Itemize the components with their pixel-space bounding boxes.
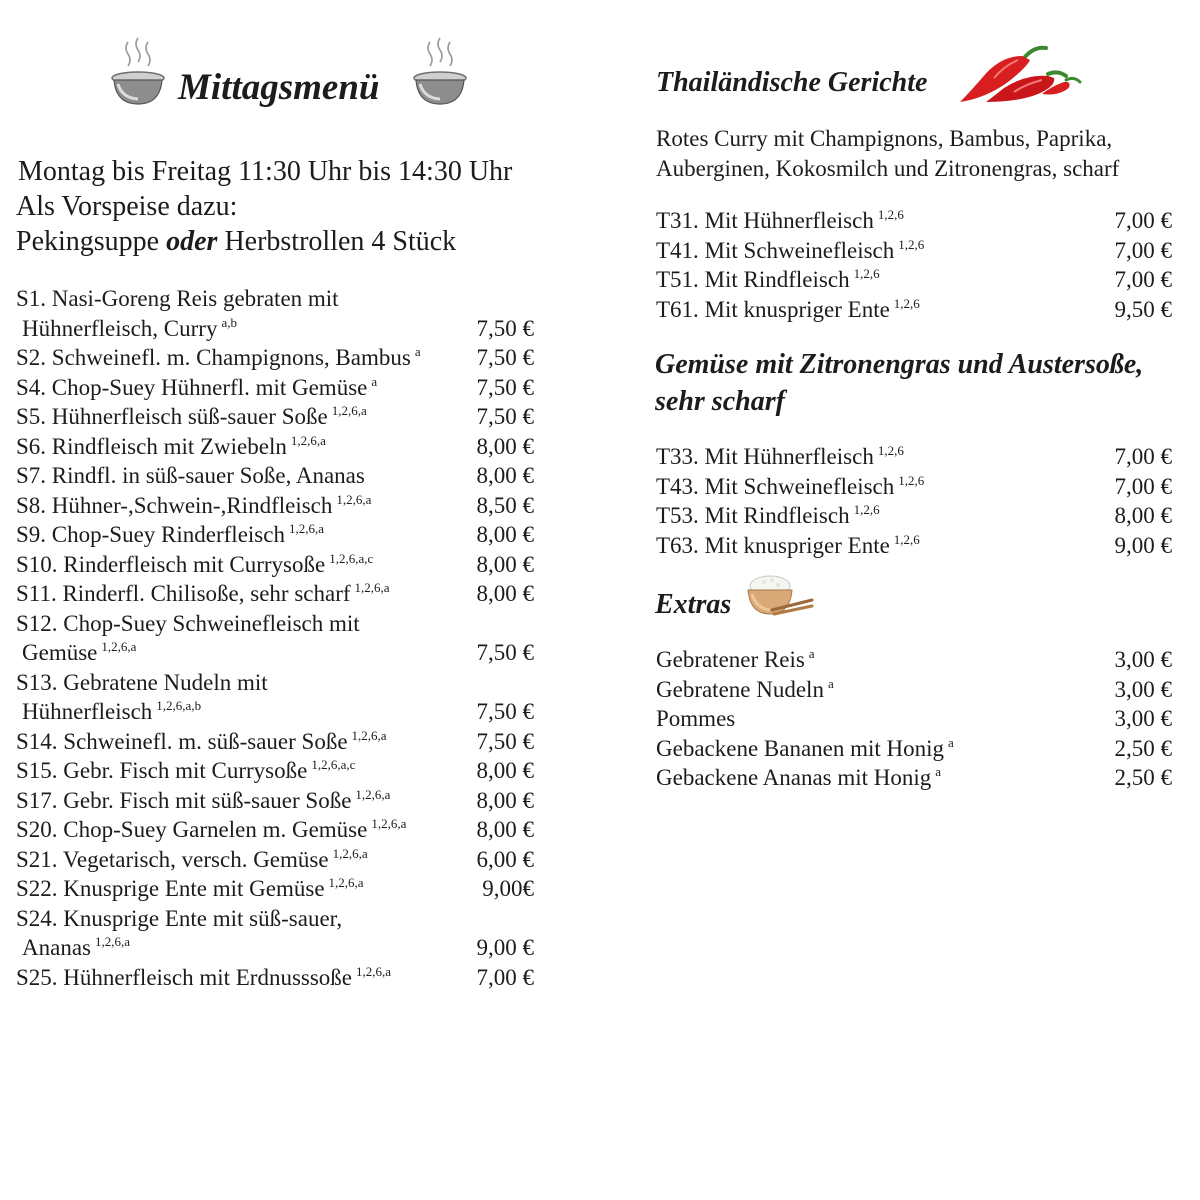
allergen-codes: a (948, 734, 954, 750)
menu-row (16, 786, 534, 816)
dish-name: S22. Knusprige Ente mit Gemüse $^{1,2,6,a}$ (16, 875, 364, 901)
dish-name: S2. Schweinefl. m. Champignons, Bambus $^a$ (16, 344, 421, 370)
dish-price: 9,00 € (1114, 532, 1172, 558)
menu-row (656, 704, 1172, 734)
dish-price: 7,50 € (476, 640, 534, 665)
allergen-codes: 1,2,6,a (331, 403, 367, 418)
dish-name: Hühnerfleisch, Curry $^{a,b}$ (22, 314, 237, 341)
allergen-codes: 1,2,6,a,c (311, 757, 356, 772)
dish-price: 7,00 € (1114, 473, 1172, 499)
allergen-codes: 1,2,6,a,c (329, 550, 374, 566)
dish-price: 8,50 € (476, 492, 534, 518)
dish-price: 8,00 € (476, 463, 534, 488)
menu-row (16, 933, 534, 963)
menu-row (656, 265, 1172, 295)
menu-row (656, 472, 1172, 502)
dish-price: 3,00 € (1114, 676, 1172, 702)
menu-row (16, 904, 534, 934)
allergen-codes: 1,2,6 (898, 236, 925, 252)
vegetable-section-title (655, 346, 1143, 420)
dish-price: 7,50 € (476, 374, 534, 400)
dish-name: T41. Mit Schweinefleisch $^{1,2,6}$ (656, 236, 925, 263)
allergen-codes: 1,2,6 (877, 207, 904, 222)
allergen-codes: 1,2,6,a (101, 639, 137, 654)
dish-price: 2,50 € (1114, 735, 1172, 761)
menu-row (16, 284, 534, 314)
dish-price: 7,50 € (476, 404, 534, 429)
dish-name: T43. Mit Schweinefleisch $^{1,2,6}$ (656, 472, 925, 499)
dish-price: 9,00 € (476, 935, 534, 960)
dish-name: S11. Rinderfl. Chilisoße, sehr scharf $^{1,2,6,a}$ (16, 580, 390, 606)
menu-row (656, 675, 1172, 705)
menu-row (16, 373, 534, 403)
dish-price: 7,00 € (1114, 208, 1172, 233)
dish-price: 8,00 € (476, 817, 534, 842)
menu-row (16, 668, 534, 698)
allergen-codes: a (371, 373, 378, 389)
dish-price: 8,00 € (476, 787, 534, 813)
dish-price: 8,00 € (476, 758, 534, 783)
dish-name: T63. Mit knuspriger Ente $^{1,2,6}$ (656, 531, 920, 558)
menu-row (16, 432, 534, 462)
dish-price: 8,00 € (476, 551, 534, 577)
starter-or: oder (166, 226, 218, 257)
menu-row (16, 402, 534, 432)
dish-name: S21. Vegetarisch, versch. Gemüse $^{1,2,6,a}$ (16, 845, 368, 872)
dish-name: S7. Rindfl. in süß-sauer Soße, Ananas (16, 463, 365, 488)
menu-row (656, 763, 1172, 793)
dish-name: T51. Mit Rindfleisch $^{1,2,6}$ (656, 266, 880, 292)
vegetable-title-line: Gemüse mit Zitronengras und Austersoße, (655, 349, 1144, 380)
thai-items-list (656, 206, 1172, 326)
allergen-codes: 1,2,6 (893, 295, 920, 311)
dish-price: 8,00 € (476, 433, 534, 459)
allergen-codes: 1,2,6,a (328, 875, 364, 890)
dish-price: 8,00 € (476, 581, 534, 606)
menu-row (16, 815, 534, 845)
dish-name: Gemüse $^{1,2,6,a}$ (22, 639, 137, 665)
menu-row (16, 963, 534, 993)
allergen-codes: 1,2,6,a (332, 845, 368, 861)
thai-description-line: Auberginen, Kokosmilch und Zitronengras, scharf (656, 156, 1120, 181)
dish-name: Gebackene Bananen mit Honig $^a$ (656, 734, 954, 761)
dish-name: Hühnerfleisch $^{1,2,6,a,b}$ (22, 698, 202, 724)
starter-intro: Als Vorspeise dazu: (16, 191, 238, 222)
allergen-codes: a (414, 344, 421, 359)
menu-row (656, 645, 1172, 675)
allergen-codes: 1,2,6,a (355, 786, 391, 802)
dish-name: S9. Chop-Suey Rinderfleisch $^{1,2,6,a}$ (16, 521, 324, 547)
dish-price: 6,00 € (476, 846, 534, 872)
dish-price: 7,50 € (476, 345, 534, 370)
thai-description-line: Rotes Curry mit Champignons, Bambus, Paprika, (656, 126, 1113, 151)
dish-name: S12. Chop-Suey Schweinefleisch mit (16, 610, 360, 636)
menu-row (16, 609, 534, 639)
red-chili-icon (956, 44, 1090, 106)
menu-row (16, 491, 534, 521)
dish-price: 3,00 € (1114, 647, 1172, 672)
dish-name: Gebratene Nudeln $^a$ (656, 675, 834, 702)
opening-hours: Montag bis Freitag 11:30 Uhr bis 14:30 Uhr (18, 156, 513, 187)
thai-description (656, 124, 1119, 184)
dish-name: S4. Chop-Suey Hühnerfl. mit Gemüse $^a$ (16, 373, 378, 400)
menu-row (16, 520, 534, 550)
lunch-items-list (16, 284, 534, 994)
starter-option-soup: Pekingsuppe (16, 226, 160, 257)
extras-items-list (656, 645, 1172, 795)
steaming-pot-icon (108, 36, 168, 108)
dish-name: S1. Nasi-Goreng Reis gebraten mit (16, 286, 339, 311)
extras-title: Extras (655, 589, 732, 620)
dish-name: S15. Gebr. Fisch mit Currysoße $^{1,2,6,a,c}$ (16, 757, 356, 783)
dish-name: S17. Gebr. Fisch mit süß-sauer Soße $^{1,2,6,a}$ (16, 786, 391, 813)
lunch-menu-title: Mittagsmenü (178, 67, 380, 108)
dish-name: S25. Hühnerfleisch mit Erdnusssoße $^{1,2,6,a}$ (16, 963, 392, 990)
allergen-codes: 1,2,6 (893, 531, 920, 547)
dish-name: S20. Chop-Suey Garnelen m. Gemüse $^{1,2,6,a}$ (16, 816, 407, 842)
dish-name: S24. Knusprige Ente mit süß-sauer, (16, 905, 343, 931)
menu-row (16, 343, 534, 373)
starter-options (16, 225, 456, 259)
allergen-codes: 1,2,6 (853, 266, 880, 281)
dish-price: 3,00 € (1114, 706, 1172, 731)
dish-price: 2,50 € (1114, 765, 1172, 790)
allergen-codes: 1,2,6,a (94, 934, 131, 949)
allergen-codes: 1,2,6 (853, 502, 880, 517)
allergen-codes: 1,2,6,a (288, 521, 324, 536)
menu-row (16, 461, 534, 491)
dish-price: 7,00 € (1114, 444, 1172, 469)
menu-row (16, 638, 534, 668)
dish-name: T31. Mit Hühnerfleisch $^{1,2,6}$ (656, 207, 904, 233)
menu-row (16, 874, 534, 904)
menu-row (656, 442, 1172, 472)
dish-price: 7,50 € (476, 699, 534, 724)
menu-row (16, 756, 534, 786)
dish-price: 7,00 € (476, 964, 534, 990)
menu-row (656, 236, 1172, 266)
menu-row (16, 845, 534, 875)
menu-row (16, 314, 534, 344)
starter-option-rolls: Herbstrollen 4 Stück (224, 226, 457, 257)
vegetable-items-list (656, 442, 1172, 562)
dish-price: 9,50 € (1114, 296, 1172, 322)
menu-row (656, 734, 1172, 764)
lunch-header (108, 36, 478, 116)
allergen-codes: a,b (221, 314, 237, 330)
menu-row (16, 579, 534, 609)
menu-row (656, 206, 1172, 236)
allergen-codes: 1,2,6,a (290, 432, 326, 448)
dish-name: T53. Mit Rindfleisch $^{1,2,6}$ (656, 502, 880, 528)
allergen-codes: a (808, 646, 815, 661)
dish-name: S13. Gebratene Nudeln mit (16, 669, 268, 695)
menu-row (16, 697, 534, 727)
allergen-codes: a (935, 764, 942, 779)
allergen-codes: 1,2,6,a (351, 727, 387, 743)
dish-price: 7,50 € (476, 728, 534, 754)
dish-name: S8. Hühner-,Schwein-,Rindfleisch $^{1,2,6,a}$ (16, 491, 372, 518)
dish-name: Gebackene Ananas mit Honig $^a$ (656, 764, 942, 790)
dish-name: Ananas $^{1,2,6,a}$ (22, 934, 131, 960)
allergen-codes: a (827, 675, 834, 691)
menu-row (656, 501, 1172, 531)
dish-name: S14. Schweinefl. m. süß-sauer Soße $^{1,2,6,a}$ (16, 727, 387, 754)
dish-name: T33. Mit Hühnerfleisch $^{1,2,6}$ (656, 443, 904, 469)
dish-price: 8,00 € (1114, 503, 1172, 528)
allergen-codes: 1,2,6,a,b (156, 698, 202, 713)
dish-name: S6. Rindfleisch mit Zwiebeln $^{1,2,6,a}$ (16, 432, 326, 459)
dish-name: S5. Hühnerfleisch süß-sauer Soße $^{1,2,6,a}$ (16, 403, 367, 429)
dish-price: 8,00 € (476, 522, 534, 547)
allergen-codes: 1,2,6 (877, 443, 904, 458)
vegetable-title-line: sehr scharf (655, 386, 785, 417)
menu-row (16, 727, 534, 757)
dish-price: 7,50 € (476, 315, 534, 341)
rice-bowl-chopsticks-icon (742, 570, 814, 620)
thai-dishes-title: Thailändische Gerichte (656, 67, 928, 98)
dish-price: 9,00€ (482, 876, 534, 901)
allergen-codes: 1,2,6 (898, 472, 925, 488)
allergen-codes: 1,2,6,a (354, 580, 390, 595)
menu-row (656, 531, 1172, 561)
dish-price: 7,00 € (1114, 267, 1172, 292)
allergen-codes: 1,2,6,a (371, 816, 407, 831)
dish-name: T61. Mit knuspriger Ente $^{1,2,6}$ (656, 295, 920, 322)
menu-row (16, 550, 534, 580)
allergen-codes: 1,2,6,a (356, 963, 392, 979)
dish-name: S10. Rinderfleisch mit Currysoße $^{1,2,6,a,c}$ (16, 550, 374, 577)
dish-name: Pommes (656, 706, 736, 731)
dish-name: Gebratener Reis $^a$ (656, 646, 815, 672)
allergen-codes: 1,2,6,a (336, 491, 372, 507)
steaming-pot-icon (410, 36, 470, 108)
dish-price: 7,00 € (1114, 237, 1172, 263)
menu-row (656, 295, 1172, 325)
